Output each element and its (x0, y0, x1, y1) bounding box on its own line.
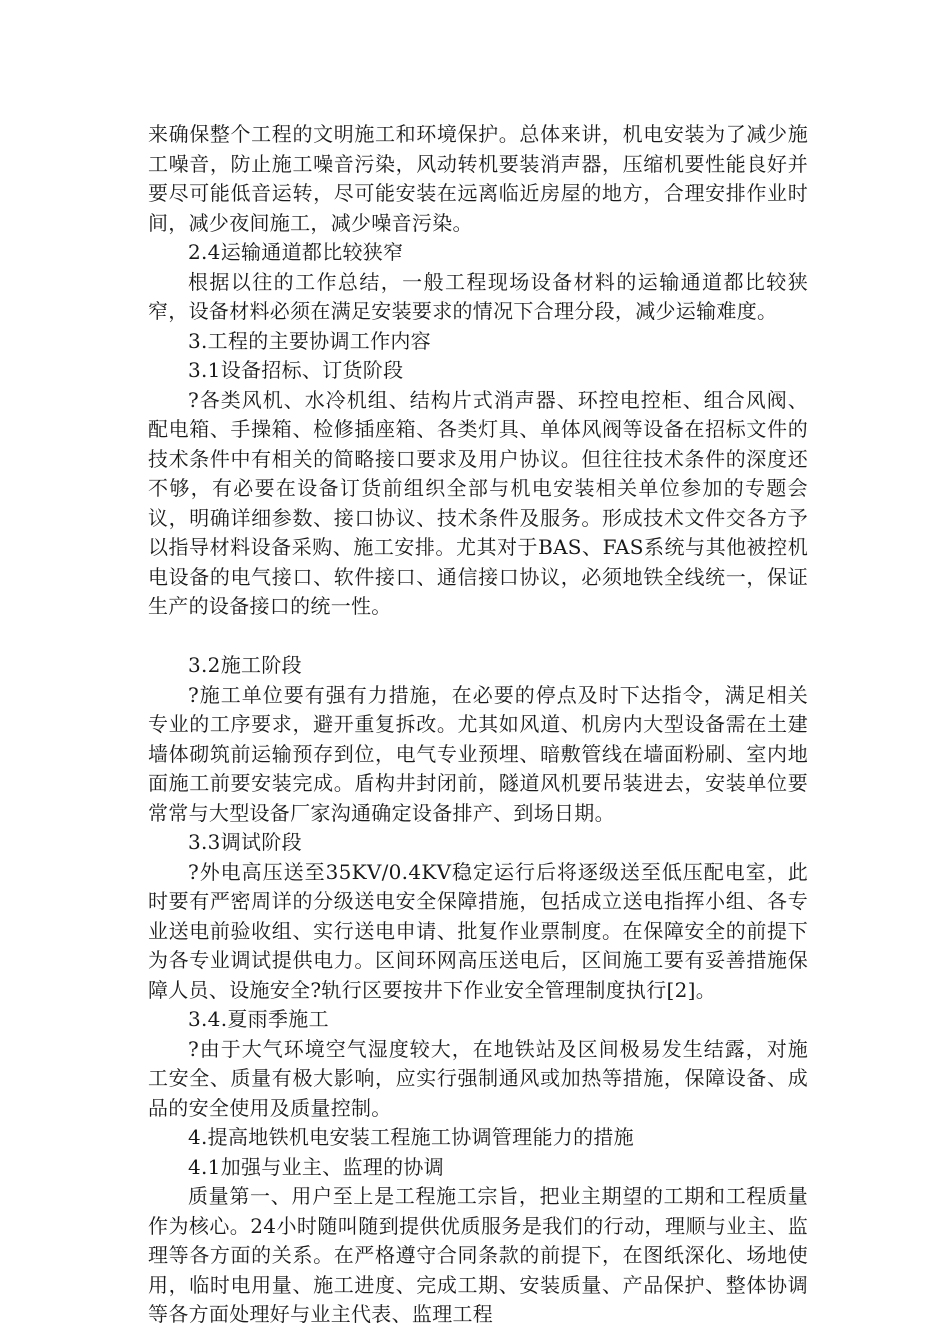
paragraph-construction-stage: ?施工单位要有强有力措施，在必要的停点及时下达指令，满足相关专业的工序要求，避开重复拆改。尤其如风道、机房内大型设备需在土建墙体砌筑前运输预存到位，电气专业预埋、暗敷管线在墙面粉刷、室内地面施工前要安装完成。盾构井封闭前，隧道风机要吊装进去，安装单位要常常与大型设备厂家沟通确定设备排产、到场日期。 (148, 682, 808, 825)
heading-3-2: 3.2施工阶段 (188, 653, 302, 677)
paragraph-noise-control: 来确保整个工程的文明施工和环境保护。总体来讲，机电安装为了减少施工噪音，防止施工噪音污染，风动转机要装消声器，压缩机要性能良好并要尽可能低音运转，尽可能安装在远离临近房屋的地方，合理安排作业时间，减少夜间施工，减少噪音污染。 (148, 122, 808, 235)
paragraph-equipment-bidding: ?各类风机、水冷机组、结构片式消声器、环控电控柜、组合风阀、配电箱、手操箱、检修插座箱、各类灯具、单体风阀等设备在招标文件的技术条件中有相关的简略接口要求及用户协议。但往往技术条件的深度还不够，有必要在设备订货前组织全部与机电安装相关单位参加的专题会议，明确详细参数、接口协议、技术条件及服务。形成技术文件交各方予以指导材料设备采购、施工安排。尤其对于BAS、FAS系统与其他被控机电设备的电气接口、软件接口、通信接口协议，必须地铁全线统一，保证生产的设备接口的统一性。 (148, 387, 808, 618)
heading-4: 4.提高地铁机电安装工程施工协调管理能力的措施 (188, 1125, 634, 1149)
paragraph-rainy-season: ?由于大气环境空气湿度较大，在地铁站及区间极易发生结露，对施工安全、质量有极大影响，应实行强制通风或加热等措施，保障设备、成品的安全使用及质量控制。 (148, 1036, 808, 1120)
heading-3-4: 3.4.夏雨季施工 (188, 1007, 329, 1031)
paragraph-debugging-stage: ?外电高压送至35KV/0.4KV稳定运行后将逐级送至低压配电室，此时要有严密周详的分级送电安全保障措施，包括成立送电指挥小组、各专业送电前验收组、实行送电申请、批复作业票制度。在保障安全的前提下为各专业调试提供电力。区间环网高压送电后，区间施工要有妥善措施保障人员、设施安全?轨行区要按井下作业安全管理制度执行[2]。 (148, 859, 808, 1002)
paragraph-owner-coordination: 质量第一、用户至上是工程施工宗旨，把业主期望的工期和工程质量作为核心。24小时随叫随到提供优质服务是我们的行动，理顺与业主、监理等各方面的关系。在严格遵守合同条款的前提下，在图纸深化、场地使用，临时电用量、施工进度、完成工期、安装质量、产品保护、整体协调等各方面处理好与业主代表、监理工程 (148, 1184, 808, 1326)
blank-line (148, 622, 808, 652)
heading-2-4: 2.4运输通道都比较狭窄 (188, 240, 404, 264)
paragraph-transport-channel: 根据以往的工作总结，一般工程现场设备材料的运输通道都比较狭窄，设备材料必须在满足安装要求的情况下合理分段，减少运输难度。 (148, 269, 808, 323)
heading-3: 3.工程的主要协调工作内容 (188, 328, 431, 353)
document-body (148, 120, 808, 1330)
heading-3-3: 3.3调试阶段 (188, 830, 302, 854)
heading-3-1: 3.1设备招标、订货阶段 (188, 358, 404, 382)
heading-4-1: 4.1加强与业主、监理的协调 (188, 1154, 445, 1179)
